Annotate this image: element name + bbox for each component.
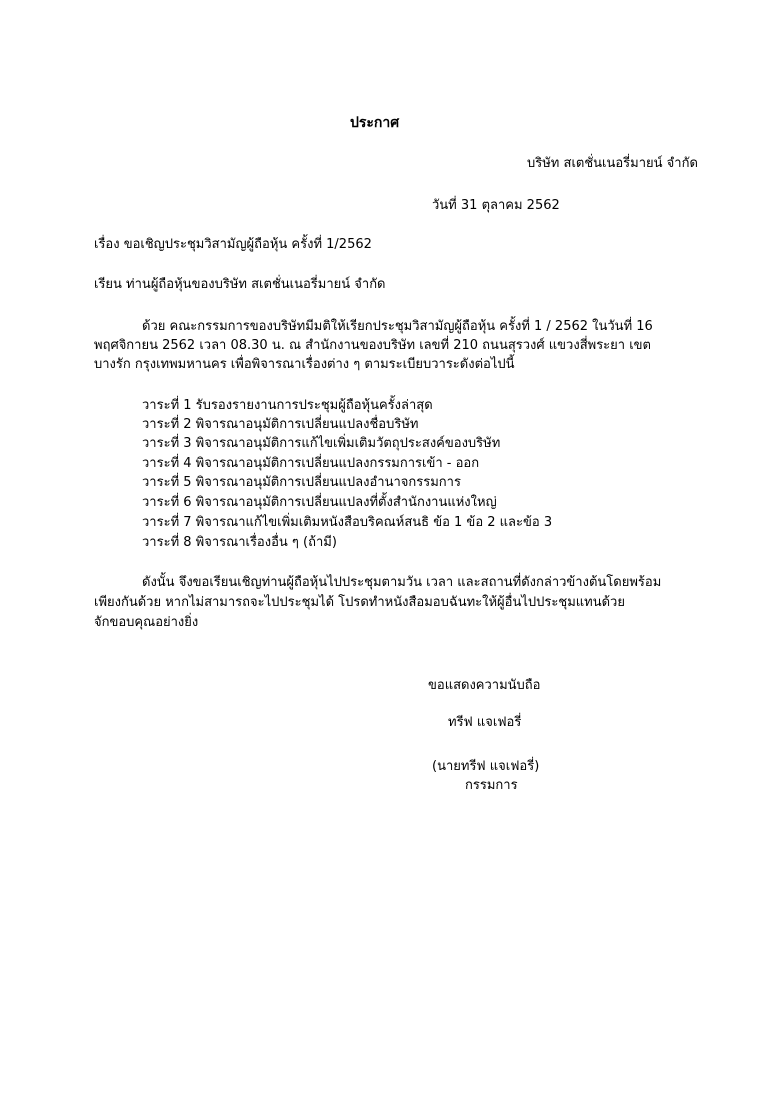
intro-line: บางรัก กรุงเทพมหานคร เพื่อพิจารณาเรื่องต่าง ๆ ตามระเบียบวาระดังต่อไปนี้ (94, 357, 515, 372)
agenda-item: วาระที่ 3 พิจารณาอนุมัติการแก้ไขเพิ่มเติมวัตถุประสงค์ของบริษัท (142, 436, 501, 451)
subject-line: เรื่อง ขอเชิญประชุมวิสามัญผู้ถือหุ้น ครั้งที่ 1/2562 (94, 237, 372, 252)
closing-line: ดังนั้น จึงขอเรียนเชิญท่านผู้ถือหุ้นไปประชุมตามวัน เวลา และสถานที่ดังกล่าวข้างต้นโดยพร้อม (142, 575, 662, 590)
agenda-item: วาระที่ 4 พิจารณาอนุมัติการเปลี่ยนแปลงกรรมการเข้า - ออก (142, 456, 480, 471)
signature: ทรีฟ แจเฟอรี่ (448, 715, 522, 730)
intro-line: ด้วย คณะกรรมการของบริษัทมีมติให้เรียกประชุมวิสามัญผู้ถือหุ้น ครั้งที่ 1 / 2562 ในวันที่ 16 (142, 319, 653, 334)
agenda-item: วาระที่ 5 พิจารณาอนุมัติการเปลี่ยนแปลงอำนาจกรรมการ (142, 475, 461, 490)
intro-line: พฤศจิกายน 2562 เวลา 08.30 น. ณ สำนักงานของบริษัท เลขที่ 210 ถนนสุรวงศ์ แขวงสี่พระยา เขต (94, 338, 651, 353)
recipient-line: เรียน ท่านผู้ถือหุ้นของบริษัท สเตชั่นเนอรี่มายน์ จำกัด (94, 277, 386, 292)
agenda-item: วาระที่ 1 รับรองรายงานการประชุมผู้ถือหุ้นครั้งล่าสุด (142, 398, 433, 413)
agenda-item: วาระที่ 8 พิจารณาเรื่องอื่น ๆ (ถ้ามี) (142, 535, 337, 550)
company-name: บริษัท สเตชั่นเนอรี่มายน์ จำกัด (527, 156, 698, 171)
agenda-item: วาระที่ 6 พิจารณาอนุมัติการเปลี่ยนแปลงที่ตั้งสำนักงานแห่งใหญ่ (142, 495, 497, 510)
signatory-name: (นายทรีฟ แจเฟอรี่) (432, 759, 540, 774)
document-date: วันที่ 31 ตุลาคม 2562 (432, 198, 560, 213)
signatory-title: กรรมการ (465, 778, 518, 793)
closing-line: จักขอบคุณอย่างยิ่ง (94, 615, 199, 630)
signoff: ขอแสดงความนับถือ (428, 678, 541, 693)
agenda-item: วาระที่ 7 พิจารณาแก้ไขเพิ่มเติมหนังสือบริคณห์สนธิ ข้อ 1 ข้อ 2 และข้อ 3 (142, 515, 553, 530)
document-heading: ประกาศ (350, 115, 400, 131)
agenda-item: วาระที่ 2 พิจารณาอนุมัติการเปลี่ยนแปลงชื่อบริษัท (142, 417, 419, 432)
closing-line: เพียงกันด้วย หากไม่สามารถจะไปประชุมได้ โปรดทำหนังสือมอบฉันทะให้ผู้อื่นไปประชุมแทนด้วย (94, 595, 625, 610)
